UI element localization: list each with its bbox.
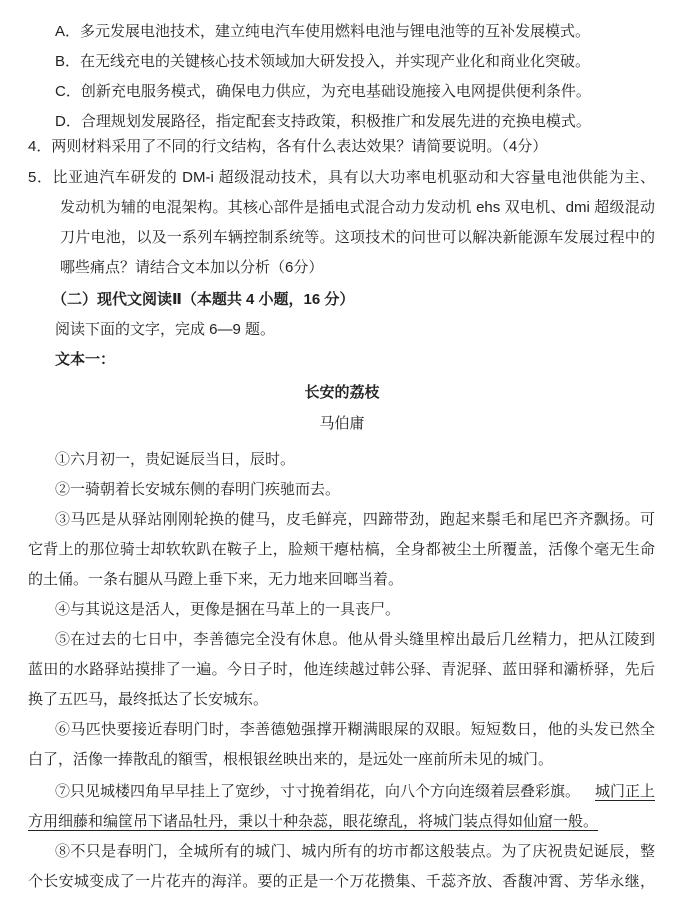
instruction: 阅读下面的文字，完成 6—9 题。	[55, 321, 276, 338]
paragraph-7-text: ⑦只见城楼四角早早挂上了宽纱，寸寸挽着绢花，向八个方向连缀着层叠彩旗。	[55, 784, 581, 800]
article-author: 马伯庸	[319, 416, 365, 432]
paragraph-5-line: 换了五匹马，最终抵达了长安城东。	[28, 692, 269, 708]
paragraph-3-line: ③马匹是从驿站刚刚轮换的健马，皮毛鲜亮，四蹄带劲，跑起来鬃毛和尾巴齐齐飘扬。可	[55, 512, 655, 528]
paragraph-1: ①六月初一，贵妃诞辰当日，辰时。	[55, 452, 296, 468]
paragraph-5-line: 蓝田的水路驿站摸排了一遍。今日子时，他连续越过韩公驿、青泥驿、蓝田驿和灞桥驿，先后	[28, 662, 655, 678]
question-5-line: 5．比亚迪汽车研发的 DM-i 超级混动技术，具有以大功率电机驱动和大容量电池供能为主、	[28, 169, 655, 186]
option-d: D．合理规划发展路径，指定配套支持政策，积极推广和发展先进的充换电模式。	[55, 113, 591, 130]
paragraph-3-line: 它背上的那位骑士却软软趴在鞍子上，脸颊干瘪枯槁，全身都被尘土所覆盖，活像个毫无生命	[28, 542, 655, 558]
option-b: B．在无线充电的关键核心技术领域加大研发投入，并实现产业化和商业化突破。	[55, 53, 591, 70]
paragraph-4: ④与其说这是活人，更像是捆在马革上的一具丧尸。	[55, 602, 401, 618]
paragraph-5-line: ⑤在过去的七日中，李善德完全没有休息。他从骨头缝里榨出最后几丝精力，把从江陵到	[55, 632, 655, 648]
question-5-line: 哪些痛点？请结合文本加以分析（6分）	[60, 259, 324, 276]
paragraph-6-line: 白了，活像一捧散乱的額雪，根根银丝映出来的，是远处一座前所未见的城门。	[28, 752, 554, 768]
question-5-line: 刀片电池，以及一系列车辆控制系统等。这项技术的问世可以解决新能源车发展过程中的	[60, 229, 655, 246]
paragraph-6-line: ⑥马匹快要接近春明门时，李善德勉强撑开糊满眼屎的双眼。短短数日，他的头发已然全	[55, 722, 655, 738]
option-a: A．多元发展电池技术，建立纯电汽车使用燃料电池与锂电池等的互补发展模式。	[55, 23, 591, 40]
text-label: 文本一：	[55, 351, 116, 368]
underlined-sentence: 方用细藤和编筐吊下诸品牡丹，秉以十种杂蕊，眼花缭乱，将城门装点得如仙窟一般。	[28, 814, 599, 830]
paragraph-2: ②一骑朝着长安城东侧的春明门疾驰而去。	[55, 482, 341, 498]
question-4: 4．两则材料采用了不同的行文结构，各有什么表达效果？请简要说明。（4分）	[28, 138, 548, 155]
paragraph-8-line: 个长安城变成了一片花卉的海洋。要的正是一个万花攒集、千蕊齐放、香馥冲霄、芳华永继，	[28, 874, 655, 890]
section-heading: （二）现代文阅读Ⅱ（本题共 4 小题，16 分）	[52, 291, 355, 308]
paragraph-3-line: 的土俑。一条右腿从马蹬上垂下来，无力地来回啷当着。	[28, 572, 404, 588]
option-c: C．创新充电服务模式，确保电力供应，为充电基础设施接入电网提供便利条件。	[55, 83, 591, 100]
paragraph-8-line: ⑧不只是春明门，全城所有的城门、城内所有的坊市都这般装点。为了庆祝贵妃诞辰，整	[55, 844, 655, 860]
underlined-sentence: 城门正上	[594, 784, 655, 800]
article-title: 长安的荔枝	[304, 384, 380, 401]
paragraph-7-line	[55, 782, 655, 802]
question-5-line: 发动机为辅的电混架构。其核心部件是插电式混合动力发动机 ehs 双电机、dmi 超级混动	[60, 199, 655, 216]
